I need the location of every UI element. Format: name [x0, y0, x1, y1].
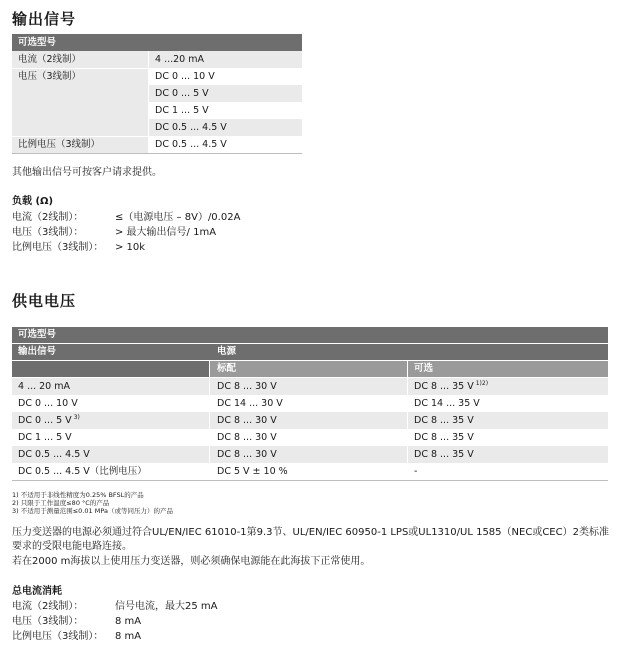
standard-cell: [210, 378, 407, 395]
signal-cell-text: DC 0 ... 10 V: [18, 398, 78, 409]
table1-header-label: 可选型号: [18, 37, 57, 48]
signal-cell: [12, 412, 209, 429]
consumption-line-label: 比例电压（3线制）：: [12, 631, 104, 642]
table2-subheader: [12, 361, 608, 377]
signal-cell-text: DC 1 ... 5 V: [18, 432, 72, 443]
table1-row-label: 电流（2线制）: [18, 54, 82, 65]
standard-cell-text: DC 8 ... 30 V: [217, 381, 277, 392]
load-line-value: ≤（电源电压 – 8V）/0.02A: [115, 212, 241, 223]
consumption-line-value: 信号电流，最大25 mA: [115, 601, 218, 612]
output-signal-note: 其他输出信号可按客户请求提供。: [12, 167, 162, 178]
table2-row: [12, 446, 608, 463]
footnote-ref: 3): [73, 413, 80, 421]
table1-row-value: DC 0 ... 5 V: [155, 88, 209, 99]
signal-cell: [12, 446, 209, 463]
signal-cell: [12, 395, 209, 412]
load-line-label: 比例电压（3线制）：: [12, 242, 104, 253]
table1-row-value: DC 1 ... 5 V: [155, 105, 209, 116]
signal-cell: [12, 378, 209, 395]
table1-bottom-rule: [12, 153, 302, 154]
table2-header: [12, 327, 608, 343]
footnote-ref: 1)2): [475, 379, 489, 387]
signal-cell: [12, 463, 209, 480]
signal-cell-text: DC 0.5 ... 4.5 V（比例电压）: [18, 466, 147, 477]
signal-cell-text: 4 ... 20 mA: [18, 381, 71, 392]
footnote: 1) 不适用于非线性精度为0.25% BFSL的产品: [12, 491, 144, 499]
section-title-power-supply: 供电电压: [12, 292, 77, 310]
signal-cell: [12, 429, 209, 446]
signal-cell-text: DC 0 ... 5 V: [18, 415, 72, 426]
footnote: 2) 只限于工作温度≤80 °C的产品: [12, 499, 110, 507]
table1-row-value: 4 ...20 mA: [155, 54, 204, 65]
col-header-standard: 标配: [217, 363, 237, 374]
consumption-line-value: 8 mA: [115, 631, 142, 642]
power-paragraph: 压力变送器的电源必须通过符合UL/EN/IEC 61010-1第9.3节、UL/EN/IEC 60950-1 LPS或UL1310/UL 1585（NEC或CEC）2类标准要求的受限电能电路连接。: [12, 527, 609, 552]
signal-cell-text: DC 0.5 ... 4.5 V: [18, 449, 90, 460]
optional-cell-text: DC 8 ... 35 V: [414, 432, 474, 443]
optional-cell-text: DC 8 ... 35 V: [414, 381, 474, 392]
table2-column-header: [12, 344, 608, 360]
load-line-value: > 最大输出信号/ 1mA: [115, 227, 217, 238]
standard-cell: [210, 429, 407, 446]
standard-cell: [210, 463, 407, 480]
load-line-label: 电压（3线制）：: [12, 227, 84, 238]
optional-cell: [408, 412, 608, 429]
table1-row-value: DC 0 ... 10 V: [155, 71, 215, 82]
table2-row: [12, 412, 608, 429]
col-header-output-signal: 输出信号: [18, 346, 57, 357]
standard-cell-text: DC 8 ... 30 V: [217, 432, 277, 443]
table2-row: [12, 378, 608, 395]
consumption-title: 总电流消耗: [12, 586, 62, 597]
optional-cell-text: DC 8 ... 35 V: [414, 449, 474, 460]
altitude-paragraph: 若在2000 m海拔以上使用压力变送器，则必须确保电源能在此海拔下正常使用。: [12, 556, 371, 567]
footnote: 3) 不适用于测量范围≤0.01 MPa（或等同压力）的产品: [12, 507, 173, 515]
standard-cell-text: DC 14 ... 30 V: [217, 398, 283, 409]
optional-cell-text: DC 8 ... 35 V: [414, 415, 474, 426]
standard-cell-text: DC 8 ... 30 V: [217, 415, 277, 426]
consumption-line-label: 电流（2线制）：: [12, 601, 84, 612]
consumption-line-label: 电压（3线制）：: [12, 616, 84, 627]
optional-cell: [408, 463, 608, 480]
load-title: 负载 (Ω): [12, 196, 54, 207]
table1-row-value: DC 0.5 ... 4.5 V: [155, 122, 227, 133]
table1-row-label: 电压（3线制）: [18, 71, 82, 82]
load-line-label: 电流（2线制）：: [12, 212, 84, 223]
optional-cell-text: DC 14 ... 35 V: [414, 398, 480, 409]
table1-header: [12, 34, 302, 51]
optional-cell: [408, 378, 608, 395]
table1-row-label: 比例电压（3线制）: [18, 139, 101, 150]
table2-header-label: 可选型号: [18, 329, 57, 340]
col-header-power: 电源: [217, 346, 237, 357]
table1-row-value: DC 0.5 ... 4.5 V: [155, 139, 227, 150]
standard-cell-text: DC 5 V ± 10 %: [217, 466, 288, 477]
consumption-line-value: 8 mA: [115, 616, 142, 627]
table2-row: [12, 463, 608, 480]
col-header-optional: 可选: [414, 363, 434, 374]
table2-row: [12, 395, 608, 412]
section-title-output-signal: 输出信号: [12, 10, 77, 28]
standard-cell: [210, 395, 407, 412]
optional-cell: [408, 446, 608, 463]
load-line-value: > 10k: [115, 242, 146, 253]
table2-bottom-rule: [12, 480, 608, 481]
table2-row: [12, 429, 608, 446]
standard-cell-text: DC 8 ... 30 V: [217, 449, 277, 460]
optional-cell: [408, 395, 608, 412]
subheader-optional-cell: [408, 361, 608, 377]
subheader-blank: [12, 361, 209, 377]
standard-cell: [210, 446, 407, 463]
standard-cell: [210, 412, 407, 429]
optional-cell: [408, 429, 608, 446]
table2-body: [12, 378, 608, 481]
subheader-standard-cell: [210, 361, 407, 377]
optional-cell-text: -: [414, 466, 418, 477]
